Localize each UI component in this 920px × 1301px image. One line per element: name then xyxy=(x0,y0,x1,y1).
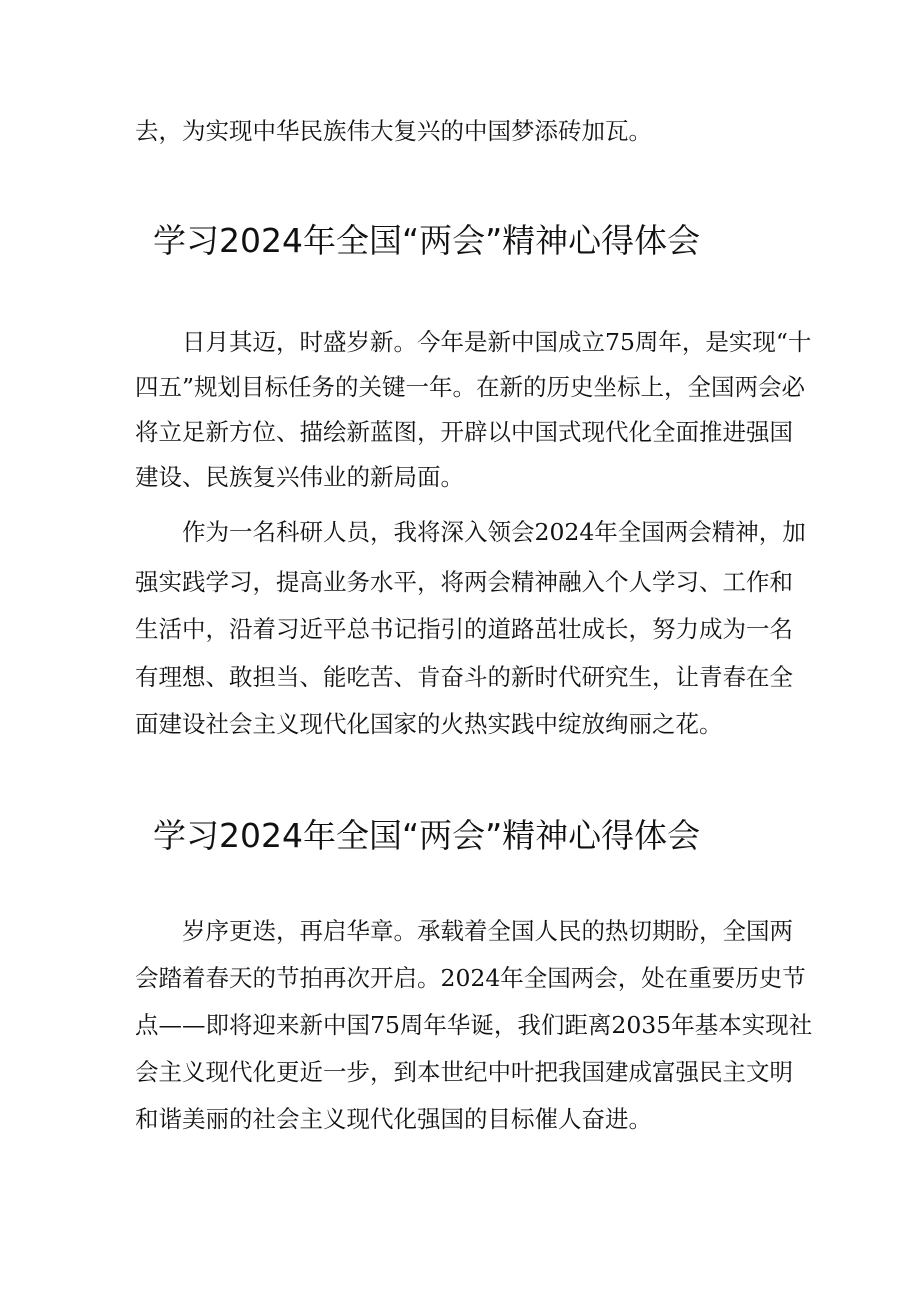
section-title: 学习2024年全国“两会”精神心得体会 xyxy=(153,816,701,855)
paragraph-line: 强实践学习，提高业务水平，将两会精神融入个人学习、工作和 xyxy=(135,568,793,596)
paragraph-line: 会踏着春天的节拍再次开启。2024年全国两会，处在重要历史节 xyxy=(135,964,806,992)
paragraph-line: 日月其迈，时盛岁新。今年是新中国成立75周年，是实现“十 xyxy=(182,328,812,356)
paragraph-line: 面建设社会主义现代化国家的火热实践中绽放绚丽之花。 xyxy=(135,710,723,738)
paragraph-line: 将立足新方位、描绘新蓝图，开辟以中国式现代化全面推进强国 xyxy=(135,418,793,446)
paragraph-line: 和谐美丽的社会主义现代化强国的目标催人奋进。 xyxy=(135,1105,652,1133)
paragraph-line: 建设、民族复兴伟业的新局面。 xyxy=(135,463,464,491)
paragraph-line: 作为一名科研人员，我将深入领会2024年全国两会精神，加 xyxy=(182,518,806,546)
paragraph-line: 岁序更迭，再启华章。承载着全国人民的热切期盼，全国两 xyxy=(182,917,793,945)
paragraph-line: 四五”规划目标任务的关键一年。在新的历史坐标上，全国两会必 xyxy=(135,373,806,401)
paragraph-line: 生活中，沿着习近平总书记指引的道路茁壮成长，努力成为一名 xyxy=(135,615,793,643)
paragraph-line: 点——即将迎来新中国75周年华诞，我们距离2035年基本实现社 xyxy=(135,1011,813,1039)
paragraph-line: 会主义现代化更近一步，到本世纪中叶把我国建成富强民主文明 xyxy=(135,1058,793,1086)
section-title: 学习2024年全国“两会”精神心得体会 xyxy=(153,221,701,260)
paragraph-line: 有理想、敢担当、能吃苦、肯奋斗的新时代研究生，让青春在全 xyxy=(135,663,793,691)
paragraph-line: 去，为实现中华民族伟大复兴的中国梦添砖加瓦。 xyxy=(135,117,652,145)
